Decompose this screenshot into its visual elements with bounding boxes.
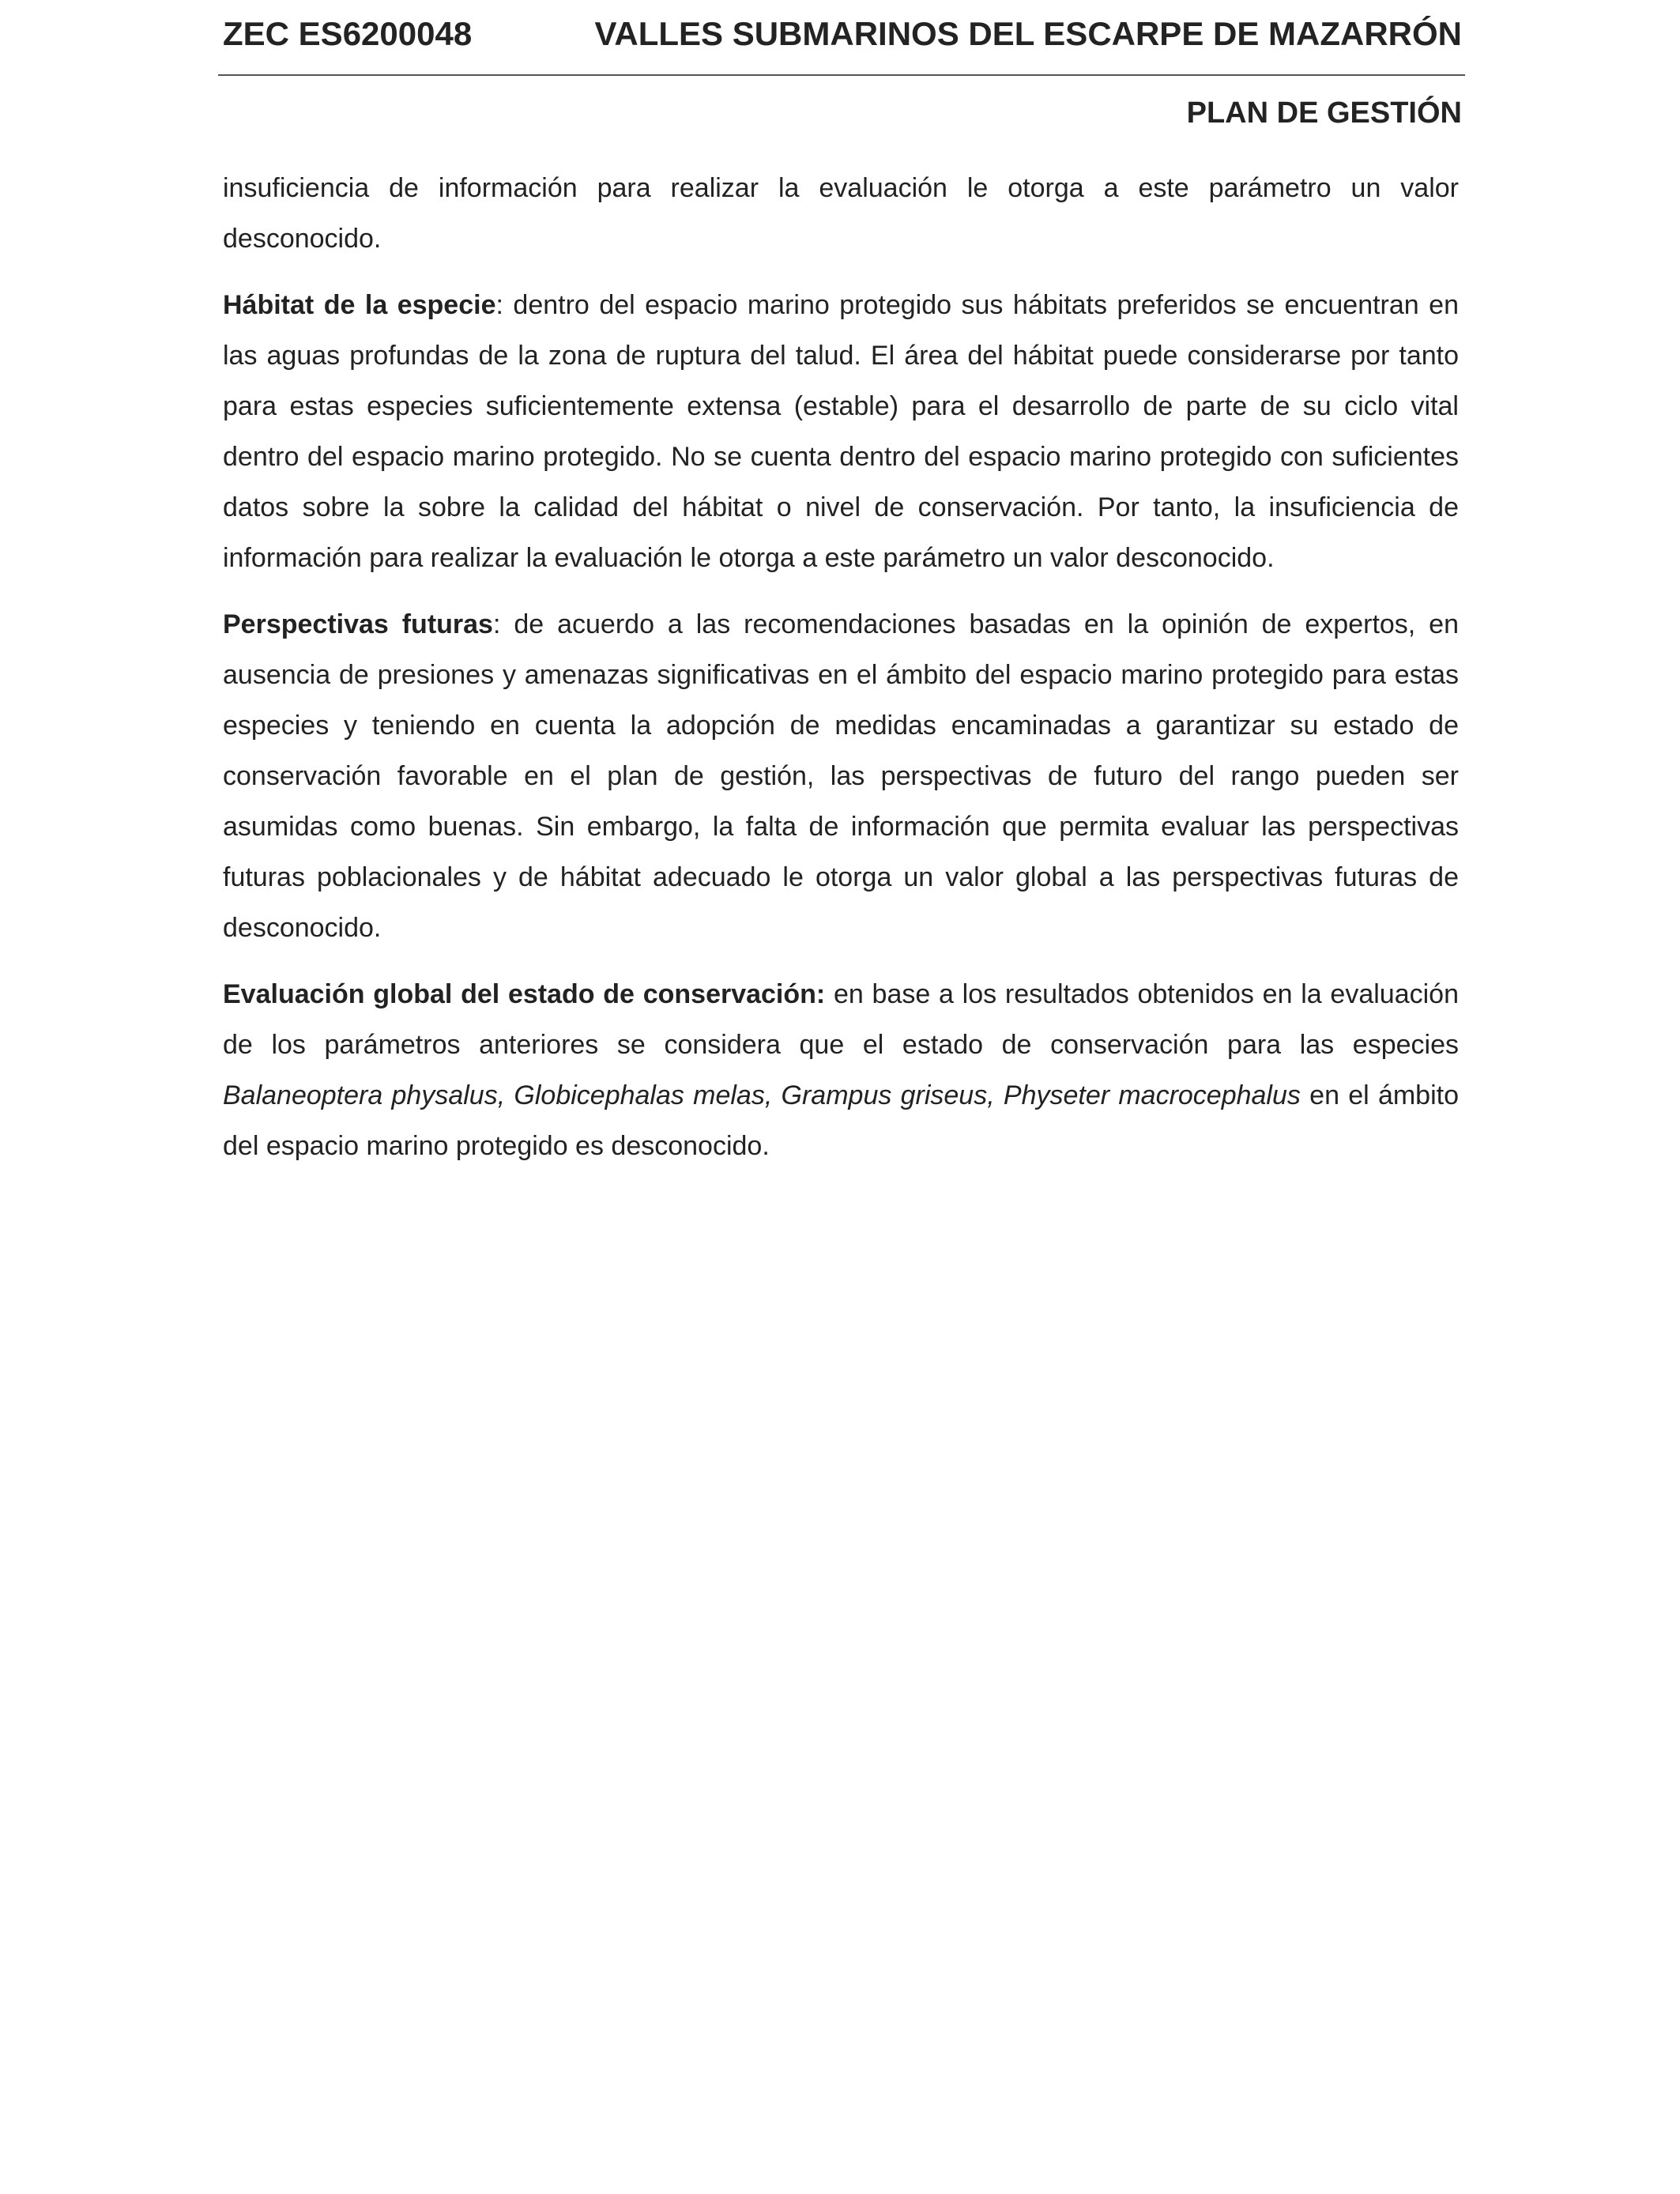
header-divider bbox=[218, 74, 1465, 76]
section-term: Perspectivas futuras bbox=[223, 609, 493, 639]
paragraph-text: dentro del espacio marino protegido sus hábitats preferidos se encuentran en las aguas profundas de la zona de ruptura del talud. El área del hábitat puede considerarse por tanto para estas especies suficientemente extensa (estable) para el desarrollo de parte de su ciclo vital dentro del espacio marino protegido. No se cuenta dentro del espacio marino protegido con suficientes datos sobre la sobre la calidad del hábitat o nivel de conservación. Por tanto, la insuficiencia de información para realizar la evaluación le otorga a este parámetro un valor desconocido. bbox=[223, 290, 1459, 573]
page-header bbox=[223, 8, 1462, 60]
paragraph-perspectives bbox=[223, 599, 1459, 953]
paragraph-text: insuficiencia de información para realizar la evaluación le otorga a este parámetro un valor desconocido. bbox=[223, 173, 1459, 254]
document-subtitle: PLAN DE GESTIÓN bbox=[1186, 96, 1462, 130]
term-separator: : bbox=[492, 609, 501, 639]
site-code: ZEC ES6200048 bbox=[223, 15, 473, 52]
paragraph-habitat bbox=[223, 280, 1459, 583]
paragraph-text: de acuerdo a las recomendaciones basadas en la opinión de expertos, en ausencia de presiones y amenazas significativas en el ámbito del espacio marino protegido para estas especies y teniendo en cuenta la adopción de medidas encaminadas a garantizar su estado de conservación favorable en el plan de gestión, las perspectivas de futuro del rango pueden ser asumidas como buenas. Sin embargo, la falta de información que permita evaluar las perspectivas futuras poblacionales y de hábitat adecuado le otorga un valor global a las perspectivas futuras de desconocido. bbox=[223, 609, 1459, 943]
paragraph-global-assessment bbox=[223, 969, 1459, 1171]
species-names: Balaneoptera physalus, Globicephalas melas, Grampus griseus, Physeter macrocephalus bbox=[223, 1080, 1301, 1110]
document-body bbox=[223, 163, 1459, 1187]
site-title: VALLES SUBMARINOS DEL ESCARPE DE MAZARRÓN bbox=[594, 15, 1462, 52]
paragraph-text: en base a los resultados obtenidos en la evaluación de los parámetros anteriores se considera que el estado de conservación para las especies bbox=[223, 979, 1459, 1060]
paragraph-continuation bbox=[223, 163, 1459, 264]
section-term: Hábitat de la especie bbox=[223, 290, 496, 320]
section-term: Evaluación global del estado de conservación: bbox=[223, 979, 826, 1009]
term-separator: : bbox=[495, 290, 503, 320]
paragraph-text: en el ámbito del espacio marino protegido es desconocido. bbox=[223, 1080, 1459, 1161]
